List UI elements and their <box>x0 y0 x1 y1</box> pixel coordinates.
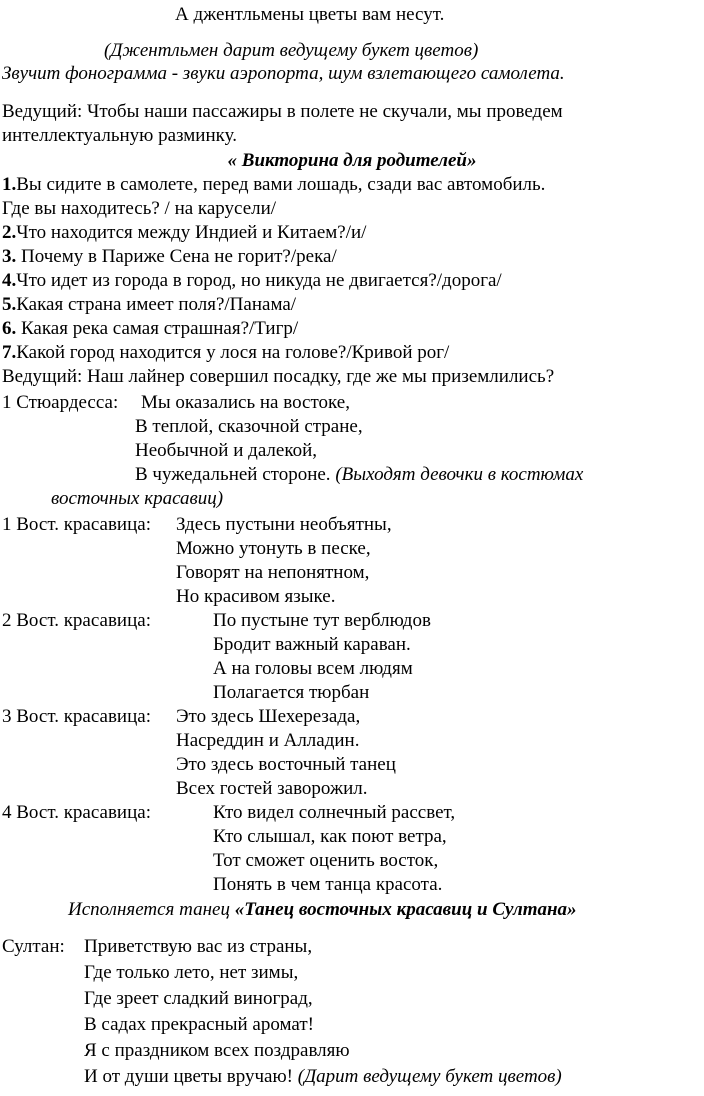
speaker-beauty-3: 3 Вост. красавица: <box>2 706 151 727</box>
verse-line: Говорят на непонятном, <box>176 562 370 583</box>
verse-line: Бродит важный караван. <box>213 634 411 655</box>
verse-line: Мы оказались на востоке, <box>141 392 350 413</box>
verse-line: Где зреет сладкий виноград, <box>84 988 313 1009</box>
verse-line: В чужедальней стороне. <box>135 464 331 485</box>
quiz-text: Какая река самая страшная?/Тигр/ <box>16 318 299 339</box>
dance-prefix: Исполняется танец <box>68 899 235 920</box>
verse-line: Я с праздником всех поздравляю <box>84 1040 350 1061</box>
quiz-number: 7. <box>2 342 17 363</box>
verse-line-with-stage <box>135 464 583 486</box>
speaker-stewardess: 1 Стюардесса: <box>2 392 119 413</box>
quiz-text: Почему в Париже Сена не горит?/река/ <box>16 246 337 267</box>
quiz-question <box>2 174 545 196</box>
header-line: А джентльмены цветы вам несут. <box>175 4 445 25</box>
quiz-question <box>2 294 296 316</box>
stage-direction-girls: (Выходят девочки в костюмах <box>335 464 584 485</box>
stage-direction-sound: Звучит фонограмма - звуки аэропорта, шум взлетающего самолета. <box>2 63 565 84</box>
quiz-number: 3. <box>2 246 17 267</box>
stage-direction-girls-cont: восточных красавиц) <box>51 488 224 509</box>
quiz-question <box>2 342 449 364</box>
quiz-question <box>2 246 337 268</box>
speaker-beauty-1: 1 Вост. красавица: <box>2 514 151 535</box>
host-landing-line: Ведущий: Наш лайнер совершил посадку, где же мы приземлились? <box>2 366 555 387</box>
verse-line: Кто слышал, как поют ветра, <box>213 826 447 847</box>
quiz-number: 4. <box>2 270 17 291</box>
quiz-question <box>2 222 366 244</box>
host-intro-line: Ведущий: Чтобы наши пассажиры в полете не скучали, мы проведем <box>2 101 563 122</box>
quiz-number: 1. <box>2 174 17 195</box>
verse-line: Понять в чем танца красота. <box>213 874 443 895</box>
verse-line: Полагается тюрбан <box>213 682 370 703</box>
quiz-text: Какой город находится у лося на голове?/Кривой рог/ <box>16 342 450 363</box>
quiz-question <box>2 270 502 292</box>
quiz-title: « Викторина для родителей» <box>227 150 477 171</box>
verse-line: Необычной и далекой, <box>135 440 318 461</box>
quiz-text: Что идет из города в город, но никуда не двигается?/дорога/ <box>16 270 502 291</box>
dance-title: «Танец восточных красавиц и Султана» <box>234 899 577 920</box>
host-intro-line: интеллектуальную разминку. <box>2 125 237 146</box>
quiz-question <box>2 318 298 340</box>
quiz-number: 5. <box>2 294 17 315</box>
quiz-text: Где вы находитесь? / на карусели/ <box>2 198 277 219</box>
verse-line-with-stage <box>84 1066 562 1088</box>
quiz-question <box>2 198 276 220</box>
verse-line: В садах прекрасный аромат! <box>84 1014 314 1035</box>
verse-line: Это здесь Шехерезада, <box>176 706 361 727</box>
verse-line: По пустыне тут верблюдов <box>213 610 431 631</box>
speaker-sultan: Султан: <box>2 936 65 957</box>
verse-line: Но красивом языке. <box>176 586 336 607</box>
verse-line: Всех гостей заворожил. <box>176 778 368 799</box>
verse-line: Кто видел солнечный рассвет, <box>213 802 456 823</box>
dance-announcement <box>68 899 577 921</box>
verse-line: И от души цветы вручаю! <box>84 1066 293 1087</box>
verse-line: Это здесь восточный танец <box>176 754 396 775</box>
quiz-number: 2. <box>2 222 17 243</box>
quiz-number: 6. <box>2 318 17 339</box>
speaker-beauty-2: 2 Вост. красавица: <box>2 610 151 631</box>
verse-line: Насреддин и Алладин. <box>176 730 360 751</box>
quiz-text: Вы сидите в самолете, перед вами лошадь, сзади вас автомобиль. <box>16 174 546 195</box>
verse-line: Можно утонуть в песке, <box>176 538 371 559</box>
verse-line: А на головы всем людям <box>213 658 413 679</box>
stage-direction-sultan: (Дарит ведущему букет цветов) <box>297 1066 562 1087</box>
verse-line: Где только лето, нет зимы, <box>84 962 299 983</box>
speaker-beauty-4: 4 Вост. красавица: <box>2 802 151 823</box>
verse-line: Приветствую вас из страны, <box>84 936 313 957</box>
quiz-text: Что находится между Индией и Китаем?/и/ <box>16 222 367 243</box>
verse-line: Здесь пустыни необъятны, <box>176 514 392 535</box>
quiz-text: Какая страна имеет поля?/Панама/ <box>16 294 297 315</box>
verse-line: В теплой, сказочной стране, <box>135 416 363 437</box>
verse-line: Тот сможет оценить восток, <box>213 850 439 871</box>
stage-direction-gentleman: (Джентльмен дарит ведущему букет цветов) <box>104 40 479 61</box>
